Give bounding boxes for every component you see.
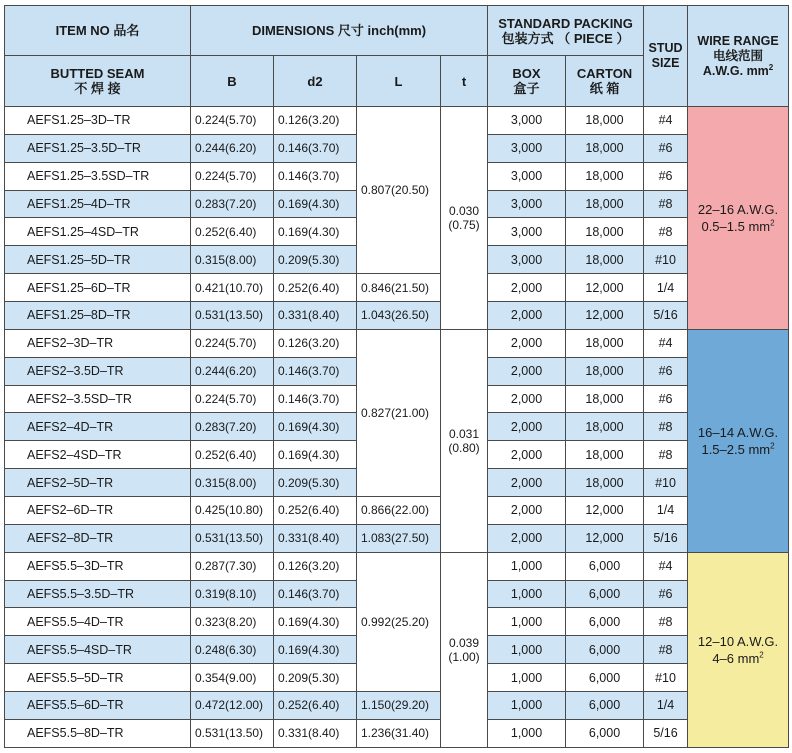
table-row bbox=[5, 692, 789, 720]
cell-d2: 0.169(4.30) bbox=[274, 190, 357, 218]
cell-item-no: AEFS1.25–3D–TR bbox=[5, 107, 191, 135]
table-row bbox=[5, 552, 789, 580]
cell-d2: 0.252(6.40) bbox=[274, 497, 357, 525]
cell-carton: 18,000 bbox=[566, 218, 644, 246]
wire-range-awg: 22–16 A.W.G. bbox=[697, 201, 779, 217]
cell-t-inch: 0.039 bbox=[448, 635, 480, 650]
cell-box: 2,000 bbox=[488, 385, 566, 413]
cell-stud-size: 5/16 bbox=[644, 524, 688, 552]
cell-item-no: AEFS5.5–3.5D–TR bbox=[5, 580, 191, 608]
cell-l: 1.083(27.50) bbox=[357, 524, 441, 552]
wire-range-mm bbox=[688, 650, 788, 667]
cell-item-no: AEFS2–3D–TR bbox=[5, 329, 191, 357]
cell-b: 0.323(8.20) bbox=[191, 608, 274, 636]
cell-item-no: AEFS1.25–3.5SD–TR bbox=[5, 162, 191, 190]
cell-stud-size: #6 bbox=[644, 134, 688, 162]
cell-carton: 18,000 bbox=[566, 107, 644, 135]
header-stud-line1: STUD bbox=[648, 41, 683, 55]
cell-stud-size: #8 bbox=[644, 218, 688, 246]
cell-box: 1,000 bbox=[488, 692, 566, 720]
cell-stud-size: #4 bbox=[644, 329, 688, 357]
cell-stud-size: #8 bbox=[644, 441, 688, 469]
cell-l: 1.236(31.40) bbox=[357, 719, 441, 747]
header-dimensions: DIMENSIONS 尺寸 inch(mm) bbox=[191, 6, 488, 56]
cell-item-no: AEFS5.5–4D–TR bbox=[5, 608, 191, 636]
cell-b: 0.252(6.40) bbox=[191, 441, 274, 469]
cell-box: 2,000 bbox=[488, 413, 566, 441]
cell-b: 0.224(5.70) bbox=[191, 162, 274, 190]
cell-carton: 6,000 bbox=[566, 692, 644, 720]
cell-box: 3,000 bbox=[488, 246, 566, 274]
cell-b: 0.531(13.50) bbox=[191, 719, 274, 747]
header-packing bbox=[488, 6, 644, 56]
table-row bbox=[5, 107, 789, 135]
header-box-cn: 盒子 bbox=[513, 81, 540, 96]
cell-box: 3,000 bbox=[488, 134, 566, 162]
table-row bbox=[5, 497, 789, 525]
cell-d2: 0.169(4.30) bbox=[274, 608, 357, 636]
wire-range-mm-text: 1.5–2.5 mm bbox=[701, 441, 771, 457]
cell-b: 0.283(7.20) bbox=[191, 413, 274, 441]
header-butted bbox=[5, 56, 191, 107]
cell-item-no: AEFS2–8D–TR bbox=[5, 524, 191, 552]
cell-item-no: AEFS5.5–6D–TR bbox=[5, 692, 191, 720]
header-box-en: BOX bbox=[512, 66, 541, 81]
cell-t-inch: 0.030 bbox=[448, 203, 480, 218]
cell-stud-size: #8 bbox=[644, 413, 688, 441]
cell-carton: 6,000 bbox=[566, 719, 644, 747]
cell-b: 0.224(5.70) bbox=[191, 329, 274, 357]
cell-l: 0.846(21.50) bbox=[357, 274, 441, 302]
cell-item-no: AEFS5.5–5D–TR bbox=[5, 664, 191, 692]
cell-d2: 0.252(6.40) bbox=[274, 692, 357, 720]
header-carton bbox=[566, 56, 644, 107]
cell-t-mm: (0.75) bbox=[448, 217, 480, 232]
header-packing-en: STANDARD PACKING bbox=[498, 15, 633, 31]
cell-stud-size: #8 bbox=[644, 636, 688, 664]
wire-range-sup: 2 bbox=[770, 441, 775, 451]
cell-l-common: 0.807(20.50) bbox=[357, 107, 441, 274]
cell-carton: 18,000 bbox=[566, 190, 644, 218]
cell-d2: 0.331(8.40) bbox=[274, 524, 357, 552]
cell-b: 0.252(6.40) bbox=[191, 218, 274, 246]
cell-box: 1,000 bbox=[488, 552, 566, 580]
cell-b: 0.354(9.00) bbox=[191, 664, 274, 692]
cell-b: 0.224(5.70) bbox=[191, 385, 274, 413]
cell-carton: 6,000 bbox=[566, 552, 644, 580]
cell-stud-size: #10 bbox=[644, 664, 688, 692]
cell-item-no: AEFS5.5–4SD–TR bbox=[5, 636, 191, 664]
wire-range-awg: 16–14 A.W.G. bbox=[697, 424, 779, 440]
cell-b: 0.319(8.10) bbox=[191, 580, 274, 608]
cell-d2: 0.146(3.70) bbox=[274, 162, 357, 190]
cell-carton: 18,000 bbox=[566, 469, 644, 497]
cell-d2: 0.331(8.40) bbox=[274, 719, 357, 747]
cell-box: 1,000 bbox=[488, 719, 566, 747]
cell-carton: 18,000 bbox=[566, 162, 644, 190]
header-butted-cn: 不 焊 接 bbox=[74, 81, 121, 96]
cell-d2: 0.146(3.70) bbox=[274, 385, 357, 413]
header-stud bbox=[644, 6, 688, 107]
cell-box: 3,000 bbox=[488, 190, 566, 218]
cell-wire-range bbox=[688, 552, 789, 747]
header-box bbox=[488, 56, 566, 107]
header-wire-line1: WIRE RANGE bbox=[697, 33, 779, 48]
cell-b: 0.224(5.70) bbox=[191, 107, 274, 135]
wire-range-awg: 12–10 A.W.G. bbox=[697, 633, 779, 649]
cell-d2: 0.331(8.40) bbox=[274, 302, 357, 330]
cell-box: 2,000 bbox=[488, 274, 566, 302]
cell-item-no: AEFS1.25–5D–TR bbox=[5, 246, 191, 274]
cell-t-inch: 0.031 bbox=[448, 426, 480, 441]
cell-l-common: 0.992(25.20) bbox=[357, 552, 441, 691]
cell-b: 0.315(8.00) bbox=[191, 469, 274, 497]
cell-stud-size: 5/16 bbox=[644, 302, 688, 330]
cell-carton: 12,000 bbox=[566, 302, 644, 330]
cell-d2: 0.209(5.30) bbox=[274, 469, 357, 497]
cell-stud-size: #6 bbox=[644, 357, 688, 385]
cell-item-no: AEFS1.25–6D–TR bbox=[5, 274, 191, 302]
cell-box: 1,000 bbox=[488, 580, 566, 608]
cell-t bbox=[441, 329, 488, 552]
cell-item-no: AEFS1.25–3.5D–TR bbox=[5, 134, 191, 162]
cell-carton: 18,000 bbox=[566, 441, 644, 469]
cell-stud-size: #4 bbox=[644, 107, 688, 135]
cell-l: 1.043(26.50) bbox=[357, 302, 441, 330]
cell-wire-range bbox=[688, 107, 789, 330]
cell-wire-range bbox=[688, 329, 789, 552]
spec-table bbox=[4, 5, 789, 748]
cell-carton: 6,000 bbox=[566, 580, 644, 608]
cell-stud-size: #10 bbox=[644, 469, 688, 497]
cell-carton: 12,000 bbox=[566, 274, 644, 302]
cell-stud-size: #10 bbox=[644, 246, 688, 274]
header-col-b: B bbox=[191, 56, 274, 107]
cell-box: 2,000 bbox=[488, 524, 566, 552]
cell-box: 2,000 bbox=[488, 469, 566, 497]
cell-item-no: AEFS2–5D–TR bbox=[5, 469, 191, 497]
cell-b: 0.244(6.20) bbox=[191, 134, 274, 162]
cell-b: 0.425(10.80) bbox=[191, 497, 274, 525]
cell-stud-size: #4 bbox=[644, 552, 688, 580]
cell-item-no: AEFS5.5–8D–TR bbox=[5, 719, 191, 747]
cell-box: 1,000 bbox=[488, 636, 566, 664]
header-wire-unit: A.W.G. mm bbox=[702, 63, 769, 78]
cell-d2: 0.146(3.70) bbox=[274, 580, 357, 608]
table-row bbox=[5, 274, 789, 302]
cell-box: 3,000 bbox=[488, 162, 566, 190]
cell-box: 3,000 bbox=[488, 107, 566, 135]
cell-t-mm: (0.80) bbox=[448, 440, 480, 455]
table-row bbox=[5, 719, 789, 747]
cell-d2: 0.126(3.20) bbox=[274, 329, 357, 357]
header-stud-line2: SIZE bbox=[651, 56, 680, 70]
cell-b: 0.248(6.30) bbox=[191, 636, 274, 664]
cell-l: 0.866(22.00) bbox=[357, 497, 441, 525]
cell-l-common: 0.827(21.00) bbox=[357, 329, 441, 496]
wire-range-mm bbox=[688, 218, 788, 235]
cell-d2: 0.126(3.20) bbox=[274, 552, 357, 580]
header-wire bbox=[688, 6, 789, 107]
wire-range-mm bbox=[688, 441, 788, 458]
cell-carton: 12,000 bbox=[566, 497, 644, 525]
cell-box: 1,000 bbox=[488, 608, 566, 636]
table-row bbox=[5, 329, 789, 357]
cell-carton: 6,000 bbox=[566, 608, 644, 636]
cell-d2: 0.252(6.40) bbox=[274, 274, 357, 302]
table-row bbox=[5, 524, 789, 552]
cell-box: 2,000 bbox=[488, 329, 566, 357]
header-butted-en: BUTTED SEAM bbox=[50, 66, 145, 81]
cell-d2: 0.146(3.70) bbox=[274, 134, 357, 162]
header-wire-line3 bbox=[688, 64, 788, 79]
cell-d2: 0.169(4.30) bbox=[274, 636, 357, 664]
cell-box: 2,000 bbox=[488, 302, 566, 330]
cell-t-mm: (1.00) bbox=[448, 649, 480, 664]
wire-range-mm-text: 4–6 mm bbox=[712, 650, 760, 666]
cell-carton: 18,000 bbox=[566, 329, 644, 357]
header-col-l: L bbox=[357, 56, 441, 107]
cell-item-no: AEFS2–6D–TR bbox=[5, 497, 191, 525]
cell-stud-size: 1/4 bbox=[644, 692, 688, 720]
wire-range-mm-text: 0.5–1.5 mm bbox=[701, 218, 771, 234]
cell-d2: 0.209(5.30) bbox=[274, 664, 357, 692]
cell-box: 2,000 bbox=[488, 497, 566, 525]
wire-range-sup: 2 bbox=[770, 218, 775, 228]
cell-item-no: AEFS2–3.5D–TR bbox=[5, 357, 191, 385]
cell-d2: 0.169(4.30) bbox=[274, 218, 357, 246]
cell-stud-size: #6 bbox=[644, 162, 688, 190]
cell-carton: 6,000 bbox=[566, 664, 644, 692]
wire-range-sup: 2 bbox=[759, 650, 764, 660]
cell-item-no: AEFS1.25–4D–TR bbox=[5, 190, 191, 218]
cell-item-no: AEFS1.25–8D–TR bbox=[5, 302, 191, 330]
cell-b: 0.472(12.00) bbox=[191, 692, 274, 720]
cell-b: 0.244(6.20) bbox=[191, 357, 274, 385]
cell-t bbox=[441, 107, 488, 330]
table-body bbox=[5, 107, 789, 748]
cell-l: 1.150(29.20) bbox=[357, 692, 441, 720]
header-wire-line2: 电线范围 bbox=[713, 48, 764, 63]
cell-d2: 0.126(3.20) bbox=[274, 107, 357, 135]
cell-b: 0.421(10.70) bbox=[191, 274, 274, 302]
cell-item-no: AEFS5.5–3D–TR bbox=[5, 552, 191, 580]
cell-d2: 0.169(4.30) bbox=[274, 441, 357, 469]
cell-item-no: AEFS1.25–4SD–TR bbox=[5, 218, 191, 246]
header-item: ITEM NO 品名 bbox=[5, 6, 191, 56]
cell-box: 2,000 bbox=[488, 357, 566, 385]
cell-t bbox=[441, 552, 488, 747]
cell-box: 2,000 bbox=[488, 441, 566, 469]
cell-d2: 0.209(5.30) bbox=[274, 246, 357, 274]
cell-b: 0.531(13.50) bbox=[191, 302, 274, 330]
header-col-d2: d2 bbox=[274, 56, 357, 107]
cell-stud-size: #8 bbox=[644, 190, 688, 218]
cell-b: 0.287(7.30) bbox=[191, 552, 274, 580]
cell-carton: 12,000 bbox=[566, 524, 644, 552]
cell-item-no: AEFS2–3.5SD–TR bbox=[5, 385, 191, 413]
header-wire-sup: 2 bbox=[768, 62, 774, 72]
cell-stud-size: 5/16 bbox=[644, 719, 688, 747]
cell-carton: 18,000 bbox=[566, 413, 644, 441]
cell-carton: 18,000 bbox=[566, 246, 644, 274]
cell-stud-size: #6 bbox=[644, 580, 688, 608]
header-carton-cn: 纸 箱 bbox=[589, 81, 620, 96]
cell-stud-size: #6 bbox=[644, 385, 688, 413]
cell-b: 0.315(8.00) bbox=[191, 246, 274, 274]
cell-carton: 6,000 bbox=[566, 636, 644, 664]
cell-d2: 0.146(3.70) bbox=[274, 357, 357, 385]
cell-item-no: AEFS2–4D–TR bbox=[5, 413, 191, 441]
header-col-t: t bbox=[441, 56, 488, 107]
cell-box: 1,000 bbox=[488, 664, 566, 692]
header-packing-cn: 包装方式 （ PIECE ） bbox=[501, 30, 630, 46]
cell-b: 0.531(13.50) bbox=[191, 524, 274, 552]
cell-carton: 18,000 bbox=[566, 134, 644, 162]
cell-b: 0.283(7.20) bbox=[191, 190, 274, 218]
table-row bbox=[5, 302, 789, 330]
cell-stud-size: 1/4 bbox=[644, 497, 688, 525]
header-carton-en: CARTON bbox=[576, 66, 633, 81]
cell-carton: 18,000 bbox=[566, 385, 644, 413]
cell-d2: 0.169(4.30) bbox=[274, 413, 357, 441]
cell-stud-size: 1/4 bbox=[644, 274, 688, 302]
cell-carton: 18,000 bbox=[566, 357, 644, 385]
cell-item-no: AEFS2–4SD–TR bbox=[5, 441, 191, 469]
cell-stud-size: #8 bbox=[644, 608, 688, 636]
cell-box: 3,000 bbox=[488, 218, 566, 246]
